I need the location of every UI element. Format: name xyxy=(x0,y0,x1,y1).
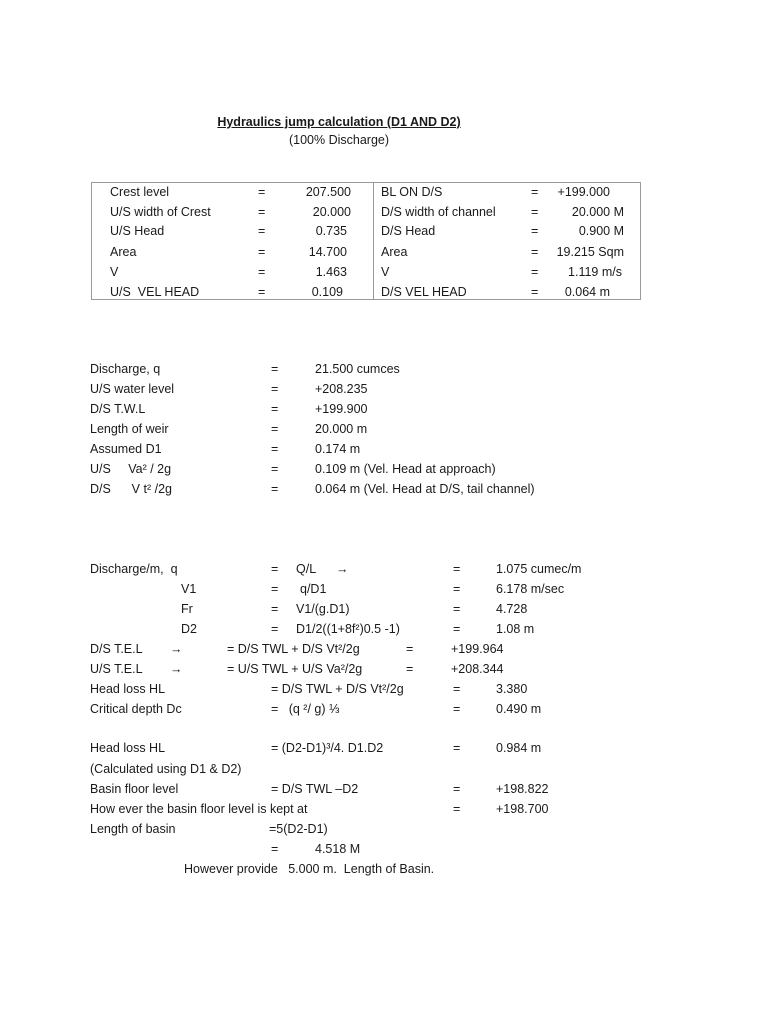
calc-basin-kept-result: +198.700 xyxy=(496,802,549,816)
bl-on-ds-eq: = xyxy=(531,185,539,199)
calc-basin-floor-label: Basin floor level xyxy=(90,782,179,796)
calc-ds-tel-label: D/S T.E.L xyxy=(90,642,143,656)
calc-ds-tel-eq2: = xyxy=(406,642,414,656)
input-assumed-d1-eq: = xyxy=(271,442,279,456)
calc-critical-depth-eq2: = xyxy=(453,702,461,716)
us-head-label: U/S Head xyxy=(110,224,165,238)
calc-discharge-eq: = xyxy=(271,562,279,576)
calc-critical-depth-result: 0.490 m xyxy=(496,702,542,716)
input-length-weir-label: Length of weir xyxy=(90,422,169,436)
input-length-weir-value: 20.000 m xyxy=(315,422,368,436)
ds-head-label: D/S Head xyxy=(381,224,436,238)
calc-basin-kept-eq2: = xyxy=(453,802,461,816)
crest-level-value: 207.500 xyxy=(305,185,351,199)
calc-ds-tel-result: +199.964 xyxy=(451,642,504,656)
input-discharge-value: 21.500 cumces xyxy=(315,362,400,376)
us-vel-head-value: 0.109 xyxy=(311,285,343,299)
us-area-label: Area xyxy=(110,245,137,259)
us-velocity-label: V xyxy=(110,265,119,279)
calc-discharge-label: Discharge/m, q xyxy=(90,562,178,576)
page-title: Hydraulics jump calculation (D1 AND D2) xyxy=(217,115,461,129)
input-assumed-d1-value: 0.174 m xyxy=(315,442,361,456)
calc-critical-depth-formula: = (q ²/ g) ⅓ xyxy=(271,702,340,716)
ds-width-channel-value: 20.000 M xyxy=(571,205,624,219)
arrow-right-icon: → xyxy=(336,562,349,576)
input-us-water-level-eq: = xyxy=(271,382,279,396)
us-velocity-value: 1.463 xyxy=(315,265,347,279)
input-us-water-level-label: U/S water level xyxy=(90,382,175,396)
bl-on-ds-value: +199.000 xyxy=(557,185,610,199)
input-us-vel-head-value: 0.109 m (Vel. Head at approach) xyxy=(315,462,496,476)
arrow-right-icon: → xyxy=(170,642,183,656)
us-velocity-eq: = xyxy=(258,265,266,279)
calc-fr-label: Fr xyxy=(181,602,193,616)
calc-v1-result: 6.178 m/sec xyxy=(496,582,565,596)
calc-d2-eq2: = xyxy=(453,622,461,636)
us-width-crest-value: 20.000 xyxy=(312,205,351,219)
calc-fr-formula: V1/(g.D1) xyxy=(296,602,350,616)
calc-note: (Calculated using D1 & D2) xyxy=(90,762,242,776)
calc-v1-formula: q/D1 xyxy=(300,582,327,596)
calc-length-basin-label: Length of basin xyxy=(90,822,176,836)
calc-us-tel-eq2: = xyxy=(406,662,414,676)
ds-area-eq: = xyxy=(531,245,539,259)
ds-width-channel-label: D/S width of channel xyxy=(381,205,496,219)
crest-level-eq: = xyxy=(258,185,266,199)
ds-area-label: Area xyxy=(381,245,408,259)
ds-width-channel-eq: = xyxy=(531,205,539,219)
arrow-right-icon: → xyxy=(170,662,183,676)
input-ds-twl-value: +199.900 xyxy=(315,402,368,416)
calc-head-loss2-eq2: = xyxy=(453,741,461,755)
bl-on-ds-label: BL ON D/S xyxy=(381,185,443,199)
calc-head-loss-label: Head loss HL xyxy=(90,682,166,696)
calc-v1-label: V1 xyxy=(181,582,197,596)
calc-discharge-result: 1.075 cumec/m xyxy=(496,562,582,576)
calc-discharge-formula: Q/L xyxy=(296,562,317,576)
calc-head-loss-result: 3.380 xyxy=(496,682,528,696)
calc-fr-eq2: = xyxy=(453,602,461,616)
calc-head-loss-eq2: = xyxy=(453,682,461,696)
calc-v1-eq: = xyxy=(271,582,279,596)
calc-head-loss2-result: 0.984 m xyxy=(496,741,542,755)
calc-length-basin2-eq: = xyxy=(271,842,279,856)
calc-us-tel-formula: = U/S TWL + U/S Va²/2g xyxy=(227,662,363,676)
calc-d2-formula: D1/2((1+8f²)0.5 -1) xyxy=(296,622,400,636)
calc-us-tel-result: +208.344 xyxy=(451,662,504,676)
input-us-water-level-value: +208.235 xyxy=(315,382,368,396)
input-discharge-eq: = xyxy=(271,362,279,376)
input-ds-twl-eq: = xyxy=(271,402,279,416)
calc-d2-eq: = xyxy=(271,622,279,636)
us-vel-head-eq: = xyxy=(258,285,266,299)
ds-head-value: 0.900 M xyxy=(578,224,624,238)
ds-vel-head-label: D/S VEL HEAD xyxy=(381,285,467,299)
ds-velocity-value: 1.119 m/s xyxy=(568,265,622,279)
us-vel-head-label: U/S VEL HEAD xyxy=(110,285,200,299)
us-width-crest-label: U/S width of Crest xyxy=(110,205,211,219)
calc-fr-result: 4.728 xyxy=(496,602,528,616)
calc-basin-floor-formula: = D/S TWL –D2 xyxy=(271,782,359,796)
crest-level-label: Crest level xyxy=(110,185,170,199)
page-subtitle: (100% Discharge) xyxy=(288,133,390,147)
calc-provide-note: However provide 5.000 m. Length of Basin. xyxy=(184,862,435,876)
calc-length-basin2-result: 4.518 M xyxy=(315,842,361,856)
input-ds-twl-label: D/S T.W.L xyxy=(90,402,146,416)
ds-head-eq: = xyxy=(531,224,539,238)
input-ds-vel-head-value: 0.064 m (Vel. Head at D/S, tail channel) xyxy=(315,482,535,496)
calc-us-tel-label: U/S T.E.L xyxy=(90,662,143,676)
calc-head-loss2-label: Head loss HL xyxy=(90,741,166,755)
us-head-eq: = xyxy=(258,224,266,238)
input-assumed-d1-label: Assumed D1 xyxy=(90,442,162,456)
us-head-value: 0.735 xyxy=(315,224,347,238)
input-discharge-label: Discharge, q xyxy=(90,362,161,376)
ds-vel-head-value: 0.064 m xyxy=(564,285,610,299)
us-area-eq: = xyxy=(258,245,266,259)
input-us-vel-head-eq: = xyxy=(271,462,279,476)
calc-d2-label: D2 xyxy=(181,622,197,636)
calc-discharge-eq2: = xyxy=(453,562,461,576)
calc-basin-floor-eq2: = xyxy=(453,782,461,796)
calc-ds-tel-formula: = D/S TWL + D/S Vt²/2g xyxy=(227,642,360,656)
input-ds-vel-head-label: D/S V t² /2g xyxy=(90,482,172,496)
calc-head-loss2-formula: = (D2-D1)³/4. D1.D2 xyxy=(271,741,384,755)
calc-basin-kept-label: How ever the basin floor level is kept at xyxy=(90,802,308,816)
calc-critical-depth-label: Critical depth Dc xyxy=(90,702,182,716)
summary-table-divider xyxy=(373,182,374,300)
calc-fr-eq: = xyxy=(271,602,279,616)
us-area-value: 14.700 xyxy=(308,245,347,259)
ds-velocity-eq: = xyxy=(531,265,539,279)
input-ds-vel-head-eq: = xyxy=(271,482,279,496)
calc-v1-eq2: = xyxy=(453,582,461,596)
calc-length-basin-formula: =5(D2-D1) xyxy=(269,822,328,836)
calc-basin-floor-result: +198.822 xyxy=(496,782,549,796)
ds-vel-head-eq: = xyxy=(531,285,539,299)
calc-head-loss-formula: = D/S TWL + D/S Vt²/2g xyxy=(271,682,404,696)
us-width-crest-eq: = xyxy=(258,205,266,219)
input-length-weir-eq: = xyxy=(271,422,279,436)
input-us-vel-head-label: U/S Va² / 2g xyxy=(90,462,172,476)
ds-area-value: 19.215 Sqm xyxy=(556,245,624,259)
calc-d2-result: 1.08 m xyxy=(496,622,535,636)
ds-velocity-label: V xyxy=(381,265,390,279)
